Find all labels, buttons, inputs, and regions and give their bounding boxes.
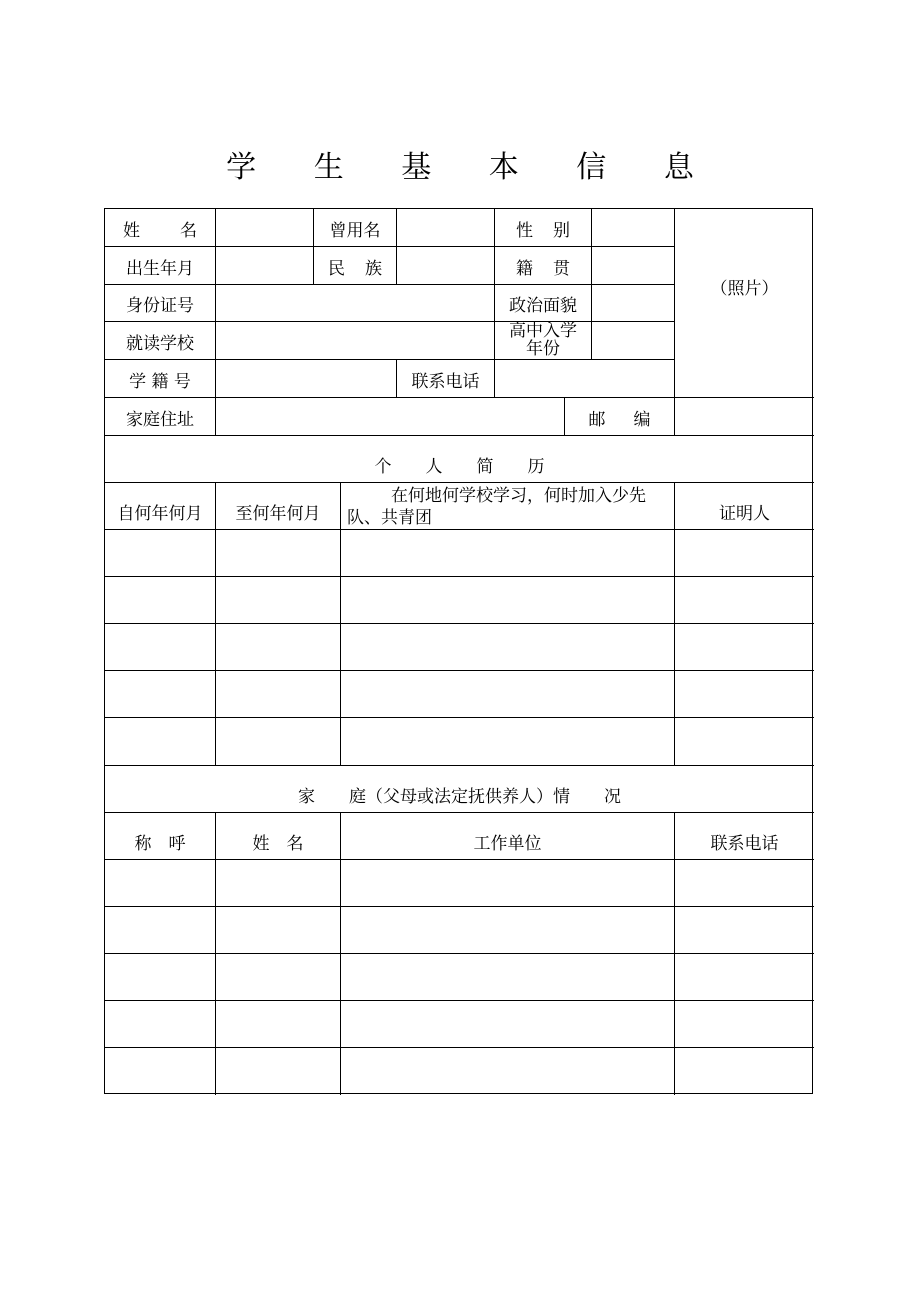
resume-col-description-line1: 在何地何学校学习，何时加入少先	[391, 486, 646, 506]
student-number-label: 学 籍 号	[129, 372, 191, 392]
family-heading: 家 庭（父母或法定抚供养人）情 况	[298, 787, 621, 807]
name-label	[105, 209, 215, 247]
family-col-work: 工作单位	[473, 834, 542, 854]
school-input[interactable]	[216, 322, 494, 360]
birth-input[interactable]	[216, 247, 313, 285]
political-status-input[interactable]	[592, 285, 674, 322]
postcode-label	[565, 398, 674, 436]
photo-box[interactable]: （照片）	[710, 279, 779, 299]
id-number-input[interactable]	[216, 285, 494, 322]
name-label-a: 姓	[123, 221, 140, 241]
family-col-phone: 联系电话	[710, 834, 779, 854]
resume-row[interactable]	[105, 718, 814, 765]
ethnicity-label-b: 族	[365, 259, 382, 279]
family-row[interactable]	[105, 954, 814, 1001]
phone-label: 联系电话	[411, 372, 480, 392]
address-label: 家庭住址	[126, 410, 194, 430]
resume-col-to: 至何年何月	[235, 504, 321, 524]
native-label-b: 贯	[553, 259, 570, 279]
ethnicity-label-a: 民	[328, 259, 345, 279]
enrollment-year-label	[495, 322, 591, 360]
enrollment-year-label-line2: 年份	[526, 339, 560, 359]
gender-input[interactable]	[592, 209, 674, 247]
former-name-input[interactable]	[397, 209, 494, 247]
former-name-label: 曾用名	[329, 221, 381, 241]
postcode-input[interactable]	[675, 398, 814, 436]
ethnicity-input[interactable]	[397, 247, 494, 285]
resume-row[interactable]	[105, 624, 814, 671]
gender-label-a: 性	[516, 221, 533, 241]
family-row[interactable]	[105, 860, 814, 907]
page-title: 学 生 基 本 信 息	[226, 150, 718, 185]
family-row[interactable]	[105, 1001, 814, 1048]
postcode-label-b: 编	[633, 410, 651, 430]
resume-row[interactable]	[105, 530, 814, 577]
family-col-name: 姓 名	[252, 834, 304, 854]
school-label: 就读学校	[126, 334, 194, 354]
native-place-input[interactable]	[592, 247, 674, 285]
native-label-a: 籍	[516, 259, 533, 279]
enrollment-year-label-line1: 高中入学	[509, 321, 577, 341]
gender-label-b: 别	[553, 221, 570, 241]
name-label-b: 名	[180, 221, 197, 241]
student-number-input[interactable]	[216, 360, 396, 398]
resume-row[interactable]	[105, 671, 814, 718]
ethnicity-label	[314, 247, 396, 285]
family-col-relation: 称 呼	[134, 834, 186, 854]
student-info-form	[104, 208, 813, 1094]
postcode-label-a: 邮	[588, 410, 606, 430]
native-place-label	[495, 247, 591, 285]
resume-heading: 个 人 简 历	[374, 457, 545, 477]
family-row[interactable]	[105, 1048, 814, 1094]
resume-col-description-line2: 队、共青团	[347, 508, 432, 528]
birth-label: 出生年月	[126, 259, 194, 279]
gender-label	[495, 209, 591, 247]
resume-col-from: 自何年何月	[117, 504, 203, 524]
phone-input[interactable]	[495, 360, 674, 398]
resume-col-description	[341, 483, 674, 530]
family-row[interactable]	[105, 907, 814, 954]
id-number-label: 身份证号	[126, 296, 194, 316]
resume-col-witness: 证明人	[719, 504, 770, 524]
name-input[interactable]	[216, 209, 313, 247]
resume-row[interactable]	[105, 577, 814, 624]
enrollment-year-input[interactable]	[592, 322, 674, 360]
political-status-label: 政治面貌	[509, 296, 577, 316]
address-input[interactable]	[216, 398, 564, 436]
